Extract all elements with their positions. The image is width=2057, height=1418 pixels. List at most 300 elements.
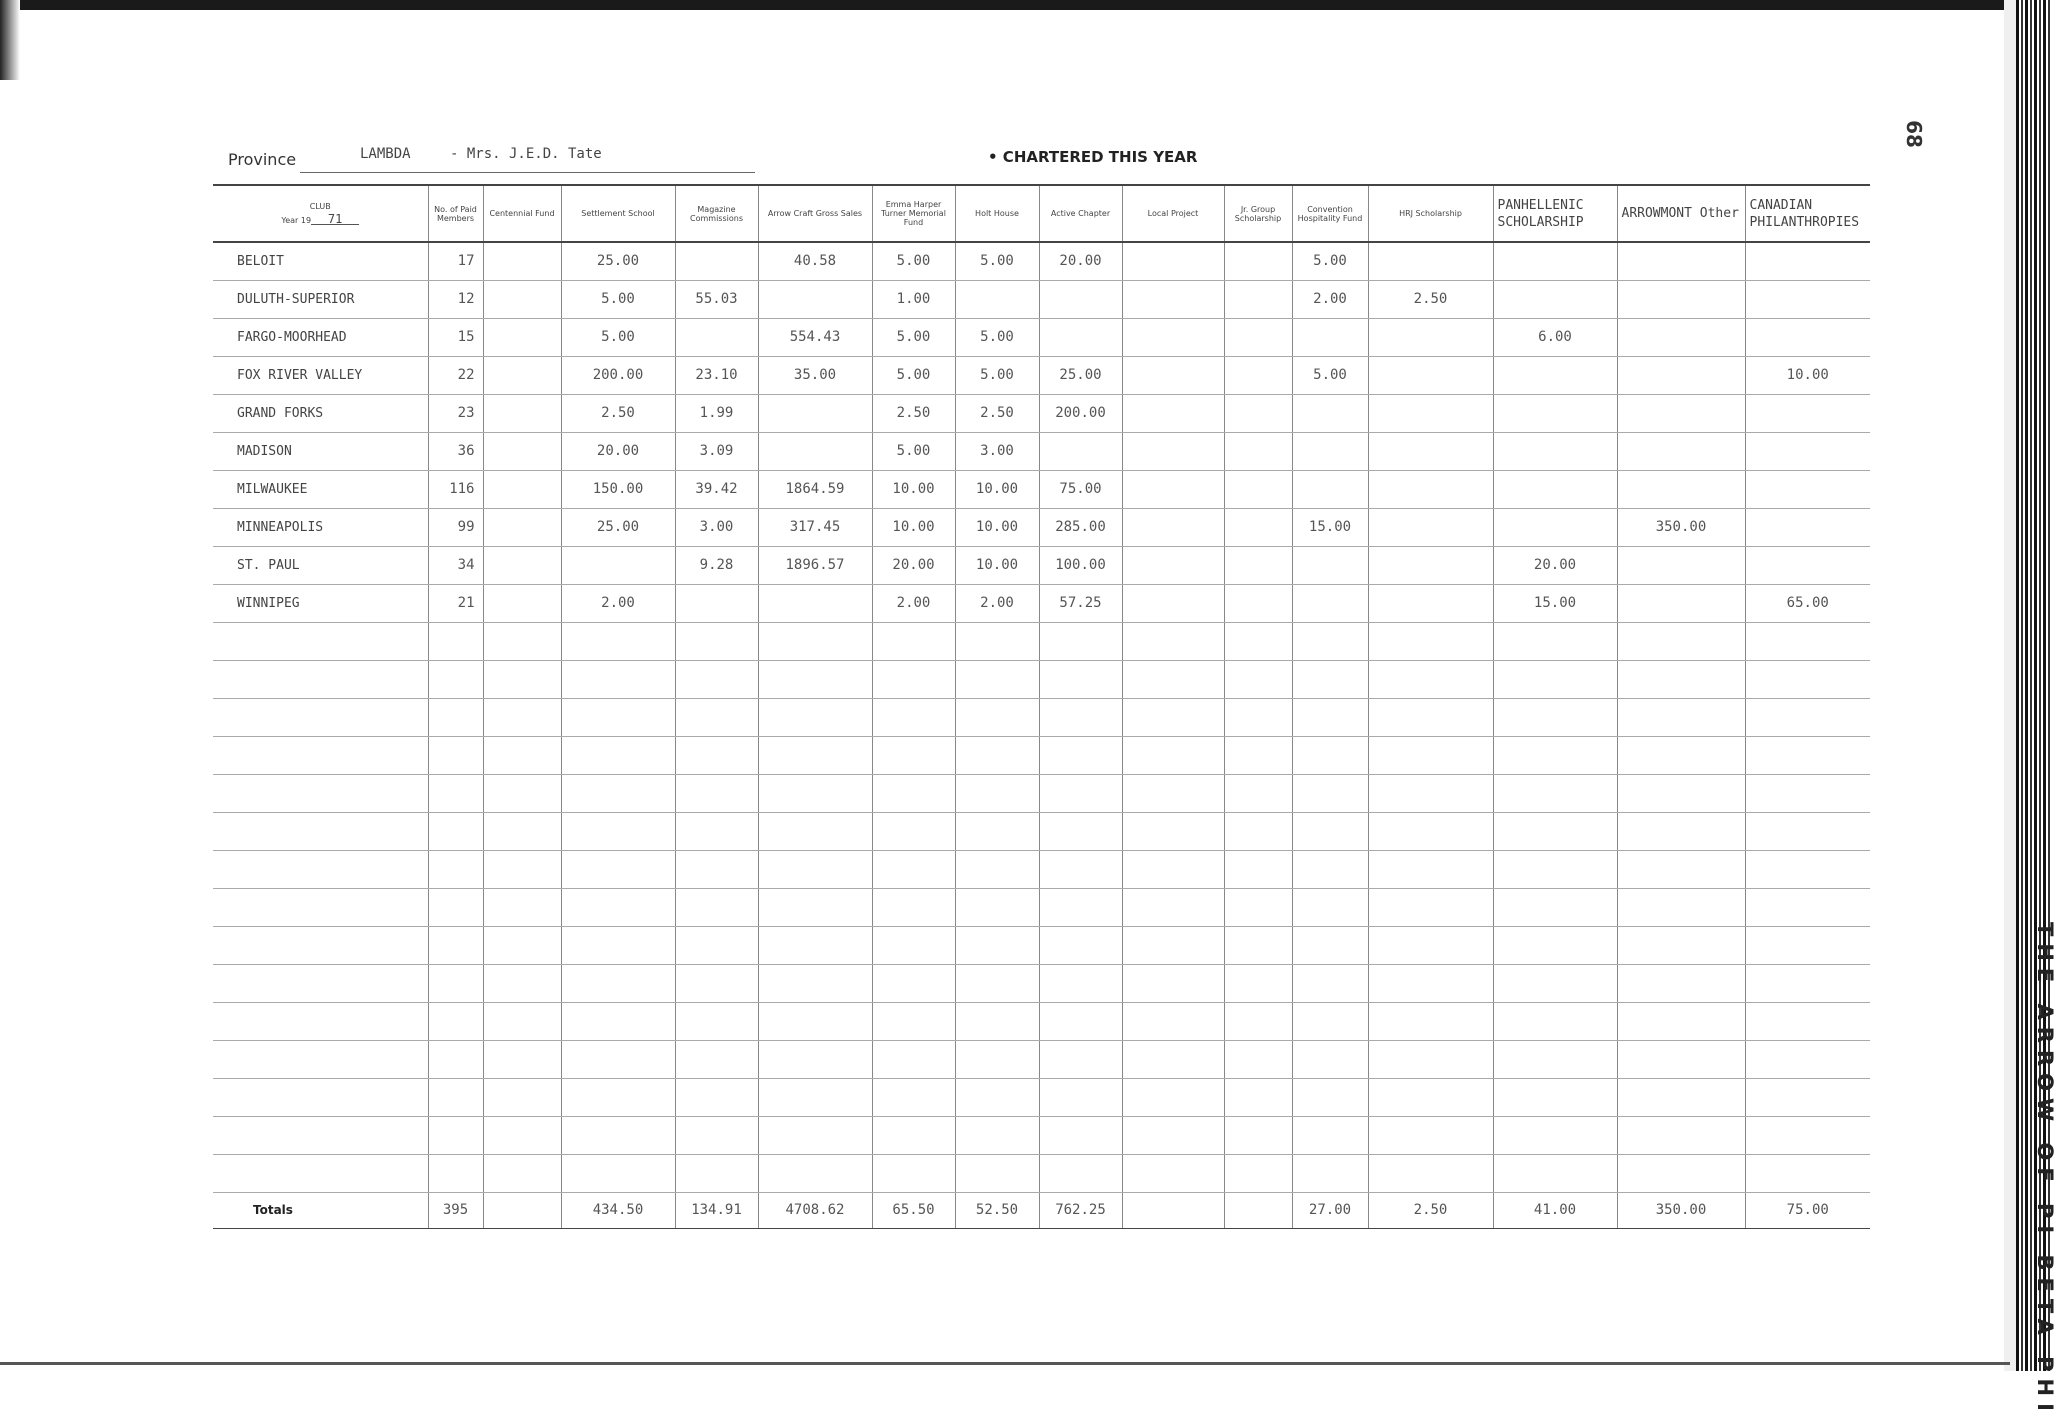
table-cell [758,584,872,622]
blank-cell [561,812,675,850]
blank-cell [675,850,758,888]
blank-cell [872,1078,955,1116]
blank-cell [213,850,428,888]
blank-cell [428,1116,483,1154]
table-cell [1122,584,1224,622]
report-body [213,242,1870,1192]
blank-cell [483,1040,561,1078]
blank-cell [1039,1154,1122,1192]
table-cell: 150.00 [561,470,675,508]
table-cell [483,242,561,280]
blank-cell [428,774,483,812]
table-cell: 2.00 [1292,280,1368,318]
blank-cell [1292,1040,1368,1078]
blank-cell [428,964,483,1002]
blank-cell [1039,1116,1122,1154]
total-cell: 350.00 [1617,1192,1745,1228]
blank-cell [483,850,561,888]
column-header: Magazine Commissions [675,185,758,242]
totals-row [213,1192,1870,1228]
blank-cell [1617,1040,1745,1078]
blank-cell [1493,774,1617,812]
blank-cell [213,622,428,660]
blank-cell [428,888,483,926]
blank-cell [1617,1116,1745,1154]
blank-cell [1493,1002,1617,1040]
blank-cell [872,660,955,698]
column-header: ARROWMONT Other [1617,185,1745,242]
blank-cell [758,1154,872,1192]
blank-cell [872,622,955,660]
blank-cell [758,622,872,660]
table-cell [1292,584,1368,622]
table-cell: 5.00 [955,318,1039,356]
blank-cell [872,1154,955,1192]
table-cell [1617,394,1745,432]
blank-cell [428,926,483,964]
blank-cell [758,964,872,1002]
table-cell: 65.00 [1745,584,1870,622]
scan-top-edge [0,0,2050,10]
blank-cell [758,1116,872,1154]
blank-cell [1224,1040,1292,1078]
blank-cell [561,1078,675,1116]
table-cell: 5.00 [561,318,675,356]
table-cell: 116 [428,470,483,508]
table-cell: 6.00 [1493,318,1617,356]
club-header-label: CLUB [309,202,331,211]
table-cell [758,280,872,318]
blank-cell [561,1154,675,1192]
blank-cell [1617,774,1745,812]
table-cell: 3.09 [675,432,758,470]
table-cell: 2.50 [872,394,955,432]
blank-cell [1224,1078,1292,1116]
club-name: GRAND FORKS [213,394,428,432]
blank-cell [1224,622,1292,660]
table-cell: 34 [428,546,483,584]
table-cell [1368,318,1493,356]
blank-cell [213,774,428,812]
header-row [213,185,1870,242]
blank-cell [1617,850,1745,888]
table-cell: 5.00 [1292,242,1368,280]
table-cell: 5.00 [561,280,675,318]
table-cell: 20.00 [1039,242,1122,280]
blank-cell [483,812,561,850]
publication-title: THE ARROW OF PI BETA PHI [2033,922,2057,1418]
blank-cell [213,1078,428,1116]
blank-cell [561,660,675,698]
blank-cell [1368,736,1493,774]
total-cell: 134.91 [675,1192,758,1228]
blank-cell [1368,1078,1493,1116]
blank-cell [1368,1116,1493,1154]
blank-cell [1292,1116,1368,1154]
blank-row [213,850,1870,888]
table-cell [1745,432,1870,470]
blank-cell [675,1040,758,1078]
blank-cell [1745,926,1870,964]
table-cell [1224,280,1292,318]
blank-cell [1617,622,1745,660]
blank-cell [483,1078,561,1116]
table-cell [483,470,561,508]
blank-cell [1122,850,1224,888]
table-row [213,546,1870,584]
blank-row [213,926,1870,964]
blank-cell [428,660,483,698]
blank-cell [1493,736,1617,774]
blank-cell [1122,888,1224,926]
blank-row [213,812,1870,850]
column-header: Local Project [1122,185,1224,242]
blank-cell [1368,888,1493,926]
blank-cell [213,736,428,774]
table-cell [1122,318,1224,356]
table-cell: 10.00 [872,470,955,508]
table-cell [1745,470,1870,508]
column-header: Arrow Craft Gross Sales [758,185,872,242]
club-name: ST. PAUL [213,546,428,584]
club-name: WINNIPEG [213,584,428,622]
blank-cell [213,926,428,964]
blank-cell [675,774,758,812]
blank-cell [872,926,955,964]
blank-cell [1493,660,1617,698]
club-name: DULUTH-SUPERIOR [213,280,428,318]
blank-cell [483,1154,561,1192]
column-header: Jr. Group Scholarship [1224,185,1292,242]
blank-cell [1368,698,1493,736]
blank-cell [955,926,1039,964]
province-report-table [213,184,1870,1229]
table-cell [1122,394,1224,432]
blank-cell [872,698,955,736]
table-cell [1617,584,1745,622]
blank-cell [1039,850,1122,888]
table-cell: 23 [428,394,483,432]
table-cell: 12 [428,280,483,318]
blank-cell [213,1040,428,1078]
chartered-note: • CHARTERED THIS YEAR [988,148,1198,166]
blank-cell [758,660,872,698]
table-cell [1617,432,1745,470]
blank-row [213,774,1870,812]
table-cell [1122,470,1224,508]
table-cell: 20.00 [1493,546,1617,584]
blank-row [213,1002,1870,1040]
table-cell: 200.00 [561,356,675,394]
table-cell: 35.00 [758,356,872,394]
blank-cell [1368,850,1493,888]
blank-cell [1368,1154,1493,1192]
table-cell [1292,394,1368,432]
blank-cell [1292,812,1368,850]
table-cell [1122,432,1224,470]
blank-cell [758,736,872,774]
blank-cell [675,1154,758,1192]
blank-cell [758,1040,872,1078]
table-cell [1039,318,1122,356]
table-cell: 5.00 [955,356,1039,394]
table-cell [1224,242,1292,280]
blank-cell [1122,660,1224,698]
blank-cell [213,698,428,736]
blank-cell [758,926,872,964]
province-name: LAMBDA [360,146,411,162]
table-cell: 23.10 [675,356,758,394]
table-cell [483,280,561,318]
blank-cell [955,622,1039,660]
table-row [213,470,1870,508]
blank-cell [1039,774,1122,812]
column-header: PANHELLENIC SCHOLARSHIP [1493,185,1617,242]
table-cell [1493,394,1617,432]
table-cell: 3.00 [675,508,758,546]
blank-cell [1368,622,1493,660]
blank-cell [1368,812,1493,850]
blank-cell [955,888,1039,926]
table-cell: 25.00 [561,508,675,546]
blank-cell [1122,1116,1224,1154]
table-cell [1617,242,1745,280]
column-header: CANADIAN PHILANTHROPIES [1745,185,1870,242]
scan-right-margin [2004,0,2016,1371]
blank-cell [1617,1002,1745,1040]
province-underline [300,172,755,173]
table-cell: 25.00 [561,242,675,280]
table-cell [1224,470,1292,508]
blank-cell [428,698,483,736]
table-cell: 55.03 [675,280,758,318]
blank-cell [872,888,955,926]
table-cell: 36 [428,432,483,470]
column-header: Holt House [955,185,1039,242]
blank-cell [1122,1078,1224,1116]
blank-row [213,1078,1870,1116]
total-cell: 762.25 [1039,1192,1122,1228]
club-name: MADISON [213,432,428,470]
table-cell [483,546,561,584]
blank-cell [955,698,1039,736]
table-cell: 1896.57 [758,546,872,584]
table-cell: 200.00 [1039,394,1122,432]
table-cell [1224,356,1292,394]
blank-cell [1745,698,1870,736]
column-header: No. of Paid Members [428,185,483,242]
table-cell: 5.00 [872,242,955,280]
blank-cell [428,622,483,660]
table-cell: 5.00 [955,242,1039,280]
blank-cell [1617,812,1745,850]
blank-row [213,888,1870,926]
table-cell: 285.00 [1039,508,1122,546]
table-cell: 15.00 [1493,584,1617,622]
blank-row [213,1154,1870,1192]
blank-cell [675,736,758,774]
blank-cell [1292,964,1368,1002]
blank-cell [1224,698,1292,736]
blank-cell [1292,1078,1368,1116]
blank-cell [1493,1154,1617,1192]
table-cell: 100.00 [1039,546,1122,584]
total-cell [1122,1192,1224,1228]
blank-cell [1224,660,1292,698]
blank-cell [483,736,561,774]
table-cell: 10.00 [955,546,1039,584]
totals-label: Totals [213,1192,428,1228]
blank-cell [1292,888,1368,926]
blank-cell [675,926,758,964]
table-cell [1617,318,1745,356]
blank-cell [1122,698,1224,736]
table-cell [1745,280,1870,318]
table-cell [1493,432,1617,470]
table-cell [1617,546,1745,584]
blank-cell [428,850,483,888]
table-cell [1122,546,1224,584]
table-cell [1224,394,1292,432]
blank-cell [428,1154,483,1192]
table-cell: 9.28 [675,546,758,584]
blank-cell [1292,926,1368,964]
blank-cell [758,888,872,926]
blank-cell [1745,660,1870,698]
table-cell: 5.00 [872,318,955,356]
blank-cell [675,964,758,1002]
column-header: Emma Harper Turner Memorial Fund [872,185,955,242]
table-cell: 2.50 [561,394,675,432]
blank-cell [758,1002,872,1040]
blank-cell [1039,1078,1122,1116]
table-cell: 2.50 [1368,280,1493,318]
table-cell: 554.43 [758,318,872,356]
table-cell [1617,470,1745,508]
total-cell: 41.00 [1493,1192,1617,1228]
table-cell [1368,394,1493,432]
table-row [213,318,1870,356]
total-cell: 65.50 [872,1192,955,1228]
scan-left-edge [0,0,20,80]
blank-cell [1745,1078,1870,1116]
blank-cell [1122,964,1224,1002]
table-cell [955,280,1039,318]
blank-cell [872,1002,955,1040]
table-cell: 15.00 [1292,508,1368,546]
blank-cell [483,964,561,1002]
blank-cell [428,1078,483,1116]
blank-cell [955,964,1039,1002]
blank-cell [955,812,1039,850]
table-cell: 21 [428,584,483,622]
blank-cell [872,1116,955,1154]
club-column-header [213,185,428,242]
blank-cell [955,660,1039,698]
table-cell: 40.58 [758,242,872,280]
table-row [213,356,1870,394]
blank-cell [1224,1116,1292,1154]
table-cell: 39.42 [675,470,758,508]
blank-cell [483,1116,561,1154]
table-cell [1292,546,1368,584]
table-cell [758,432,872,470]
blank-cell [483,622,561,660]
table-cell [483,318,561,356]
blank-cell [675,1116,758,1154]
blank-cell [561,888,675,926]
blank-cell [872,812,955,850]
blank-cell [483,888,561,926]
blank-cell [428,736,483,774]
blank-cell [561,850,675,888]
club-name: MINNEAPOLIS [213,508,428,546]
blank-cell [1224,1002,1292,1040]
table-cell [483,584,561,622]
club-year [217,212,424,226]
blank-cell [1745,1116,1870,1154]
blank-cell [1224,964,1292,1002]
blank-cell [561,1040,675,1078]
blank-cell [1292,1154,1368,1192]
blank-cell [675,812,758,850]
blank-cell [428,1002,483,1040]
table-cell [1039,432,1122,470]
table-cell [1122,356,1224,394]
table-cell [1745,508,1870,546]
blank-cell [1493,1078,1617,1116]
blank-row [213,964,1870,1002]
blank-cell [1039,888,1122,926]
blank-cell [1745,812,1870,850]
table-cell: 75.00 [1039,470,1122,508]
table-cell: 317.45 [758,508,872,546]
blank-cell [561,964,675,1002]
blank-row [213,1116,1870,1154]
table-cell [1493,508,1617,546]
blank-cell [1493,812,1617,850]
table-row [213,508,1870,546]
blank-cell [1493,1116,1617,1154]
blank-cell [1617,736,1745,774]
blank-cell [1122,812,1224,850]
blank-cell [1368,1040,1493,1078]
table-row [213,584,1870,622]
blank-cell [1122,622,1224,660]
blank-cell [1224,888,1292,926]
blank-cell [1368,774,1493,812]
table-row [213,280,1870,318]
blank-cell [561,1116,675,1154]
blank-cell [1292,774,1368,812]
blank-cell [1368,660,1493,698]
blank-cell [1745,774,1870,812]
total-cell: 75.00 [1745,1192,1870,1228]
table-cell [1368,508,1493,546]
blank-cell [675,1078,758,1116]
blank-cell [955,1078,1039,1116]
table-cell: 10.00 [1745,356,1870,394]
table-cell [1368,242,1493,280]
blank-row [213,622,1870,660]
blank-cell [1224,1154,1292,1192]
blank-cell [758,850,872,888]
blank-cell [428,812,483,850]
blank-cell [675,660,758,698]
table-cell [1292,432,1368,470]
table-cell [1368,546,1493,584]
blank-cell [1224,812,1292,850]
